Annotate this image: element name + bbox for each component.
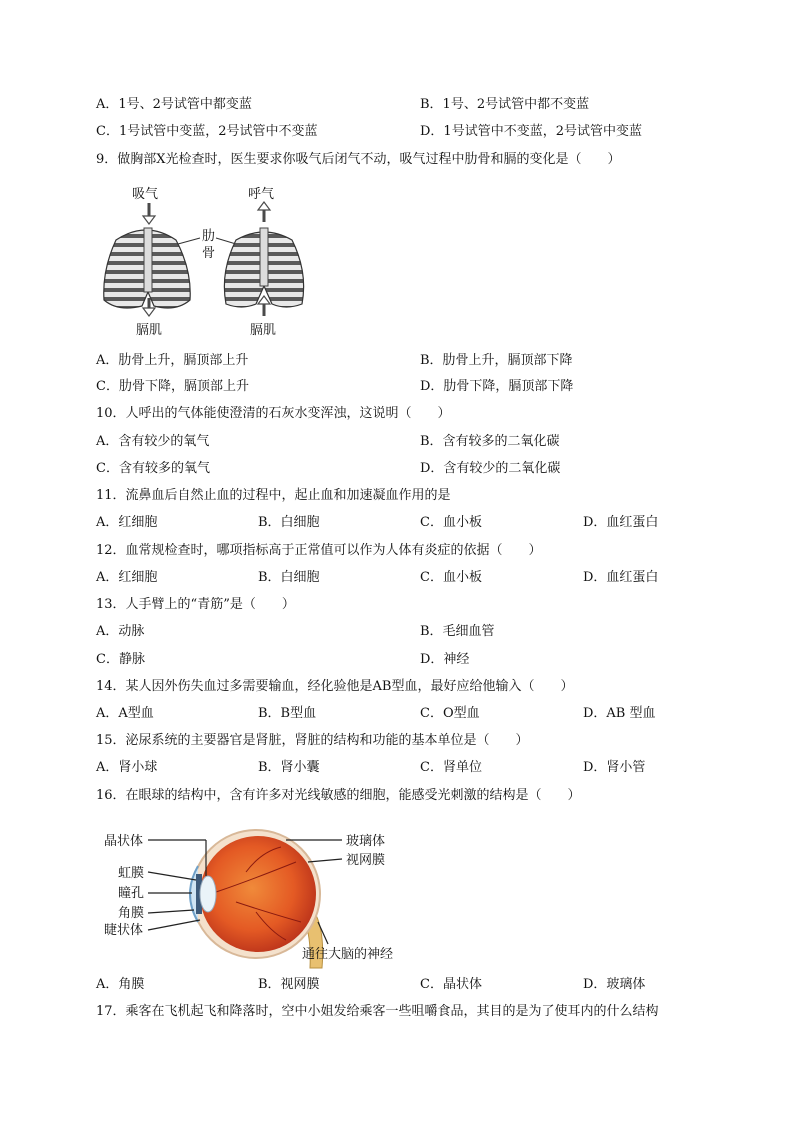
q17-stem: 17．乘客在飞机起飞和降落时，空中小姐发给乘客一些咀嚼食品，其目的是为了使耳内的什么结构 [96, 1004, 659, 1019]
exhale-arrow-icon [258, 202, 270, 222]
optic-nerve-label: 通往大脑的神经 [302, 947, 394, 962]
ribcage-inhale-icon [104, 228, 190, 308]
q8-option-b: B．1号、2号试管中都不变蓝 [420, 97, 590, 112]
q14-option-b: B．B型血 [258, 706, 317, 721]
q13-stem: 13．人手臂上的“青筋”是（ ） [96, 597, 295, 612]
q14-option-a: A．A型血 [96, 706, 154, 721]
lens-label: 晶状体 [104, 834, 144, 849]
q11-option-c: C．血小板 [420, 515, 482, 530]
diaphragm-right-label: 膈肌 [250, 323, 277, 338]
ribcage-figure [96, 180, 336, 342]
q10-stem: 10．人呼出的气体能使澄清的石灰水变浑浊，这说明（ ） [96, 406, 451, 421]
q14-option-c: C．O型血 [420, 706, 480, 721]
q12-option-b: B．白细胞 [258, 570, 320, 585]
ciliary-label: 睫状体 [104, 923, 144, 938]
q11-option-d: D．血红蛋白 [583, 515, 659, 530]
eyeball-icon [200, 836, 316, 952]
inhale-arrow-icon [143, 203, 155, 224]
pupil-label: 瞳孔 [118, 886, 145, 901]
q16-option-b: B．视网膜 [258, 977, 320, 992]
q10-option-c: C．含有较多的氧气 [96, 461, 210, 476]
rib-pointer-left [178, 238, 200, 244]
q8-option-c: C．1号试管中变蓝，2号试管中不变蓝 [96, 124, 318, 139]
q12-option-c: C．血小板 [420, 570, 482, 585]
diaphragm-left-label: 膈肌 [136, 323, 163, 338]
vitreous-label: 玻璃体 [346, 834, 386, 849]
q9-option-c: C．肋骨下降，膈顶部上升 [96, 379, 249, 394]
q12-option-d: D．血红蛋白 [583, 570, 659, 585]
q13-option-c: C．静脉 [96, 652, 145, 667]
iris-label: 虹膜 [118, 866, 145, 881]
q16-stem: 16．在眼球的结构中，含有许多对光线敏感的细胞，能感受光刺激的结构是（ ） [96, 788, 581, 803]
inhale-label: 吸气 [132, 187, 159, 202]
q14-option-d: D．AB 型血 [583, 706, 656, 721]
q16-option-d: D．玻璃体 [583, 977, 646, 992]
rib-pointer-right [216, 238, 236, 244]
q15-option-b: B．肾小囊 [258, 760, 320, 775]
rib-label-1: 肋 [202, 229, 216, 244]
rib-label-2: 骨 [202, 246, 216, 261]
q8-option-a: A．1号、2号试管中都变蓝 [96, 97, 252, 112]
q15-option-d: D．肾小管 [583, 760, 646, 775]
q13-option-b: B．毛细血管 [420, 624, 495, 639]
q9-stem: 9．做胸部X光检查时，医生要求你吸气后闭气不动，吸气过程中肋骨和膈的变化是（ ） [96, 152, 621, 167]
q11-option-a: A．红细胞 [96, 515, 158, 530]
diaphragm-up-arrow-icon [258, 296, 270, 316]
q15-stem: 15．泌尿系统的主要器官是肾脏，肾脏的结构和功能的基本单位是（ ） [96, 733, 529, 748]
q12-stem: 12．血常规检查时，哪项指标高于正常值可以作为人体有炎症的依据（ ） [96, 543, 542, 558]
q13-option-d: D．神经 [420, 652, 470, 667]
q16-option-a: A．角膜 [96, 977, 145, 992]
q8-option-d: D．1号试管中不变蓝，2号试管中变蓝 [420, 124, 642, 139]
q15-option-c: C．肾单位 [420, 760, 482, 775]
q9-option-a: A．肋骨上升，膈顶部上升 [96, 353, 249, 368]
q10-option-b: B．含有较多的二氧化碳 [420, 434, 560, 449]
retina-label: 视网膜 [346, 853, 386, 868]
q13-option-a: A．动脉 [96, 624, 145, 639]
q9-option-d: D．肋骨下降，膈顶部下降 [420, 379, 574, 394]
q11-stem: 11．流鼻血后自然止血的过程中，起止血和加速凝血作用的是 [96, 488, 451, 503]
eye-figure [96, 822, 416, 972]
q10-option-a: A．含有较少的氧气 [96, 434, 210, 449]
exhale-label: 呼气 [248, 187, 275, 202]
q14-stem: 14．某人因外伤失血过多需要输血，经化验他是AB型血，最好应给他输入（ ） [96, 679, 574, 694]
q9-option-b: B．肋骨上升，膈顶部下降 [420, 353, 573, 368]
cornea-label: 角膜 [118, 906, 145, 921]
q15-option-a: A．肾小球 [96, 760, 158, 775]
q10-option-d: D．含有较少的二氧化碳 [420, 461, 561, 476]
q11-option-b: B．白细胞 [258, 515, 320, 530]
lens-icon [200, 876, 216, 912]
q12-option-a: A．红细胞 [96, 570, 158, 585]
q16-option-c: C．晶状体 [420, 977, 482, 992]
